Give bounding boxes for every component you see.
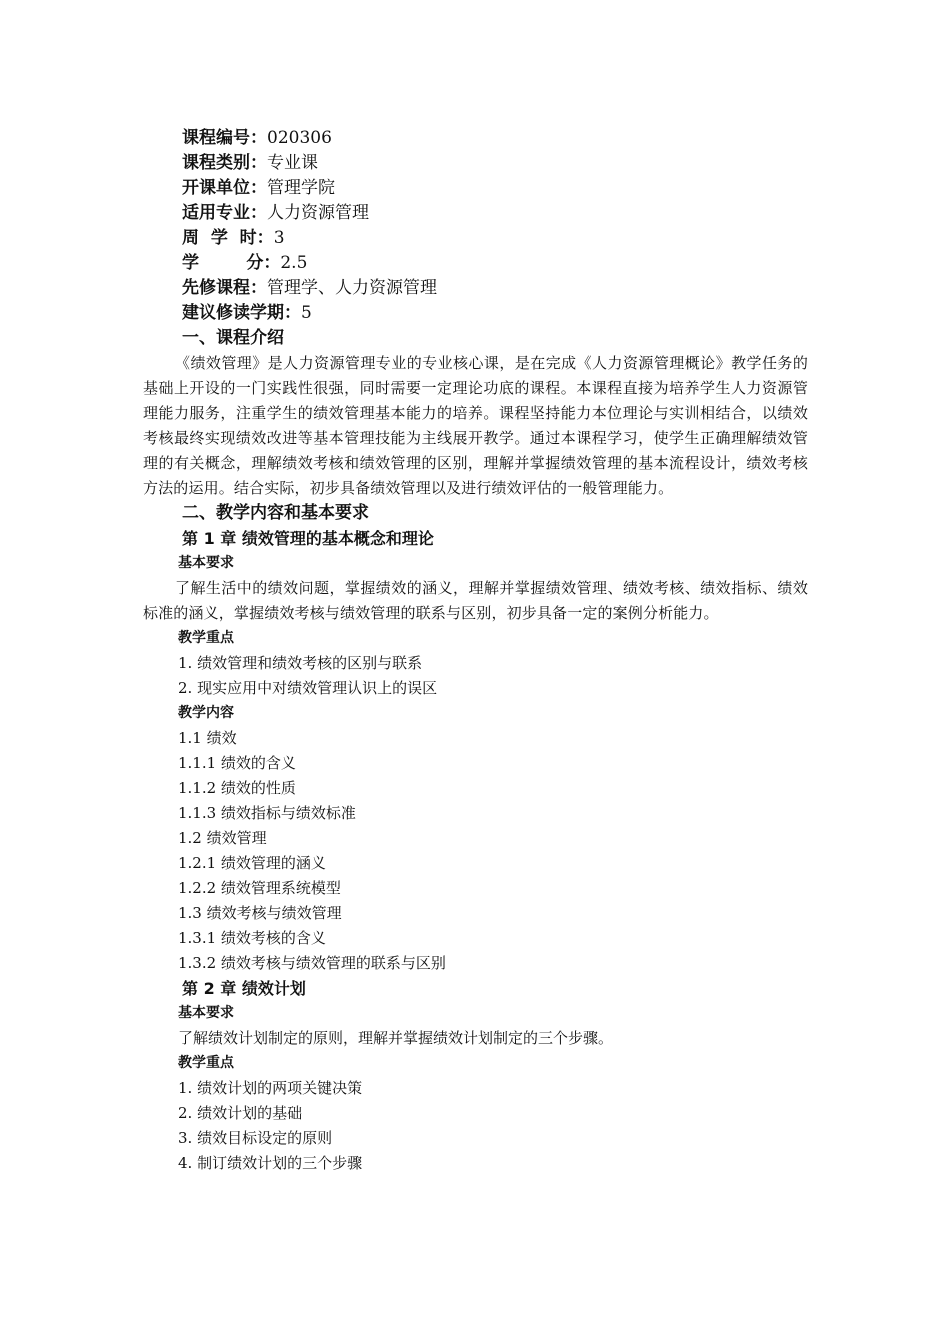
- list-item: 1.2.2 绩效管理系统模型: [178, 879, 341, 897]
- meta-major: 适用专业：人力资源管理: [182, 203, 369, 223]
- list-item: 1.1.1 绩效的含义: [178, 754, 296, 772]
- list-item: 2. 现实应用中对绩效管理认识上的误区: [178, 679, 438, 697]
- list-item: 1.3.2 绩效考核与绩效管理的联系与区别: [178, 954, 446, 972]
- list-item: 3. 绩效目标设定的原则: [178, 1129, 333, 1147]
- list-item: 1.2 绩效管理: [178, 829, 267, 847]
- document-body: [143, 326, 808, 1176]
- intro-paragraph: 《绩效管理》是人力资源管理专业的专业核心课，是在完成《人力资源管理概论》教学任务的基础上开设的一门实践性很强，同时需要一定理论功底的课程。本课程直接为培养学生人力资源管理能力服务，注重学生的绩效管理基本能力的培养。课程坚持能力本位理论与实训相结合，以绩效考核最终实现绩效改进等基本管理技能为主线展开教学。通过本课程学习，使学生正确理解绩效管理的有关概念，理解绩效考核和绩效管理的区别，理解并掌握绩效管理的基本流程设计，绩效考核方法的运用。结合实际，初步具备绩效管理以及进行绩效评估的一般管理能力。: [143, 354, 808, 497]
- ch2-focus-label: 教学重点: [178, 1055, 234, 1071]
- list-item: 1. 绩效管理和绩效考核的区别与联系: [178, 654, 423, 672]
- ch1-focus-label: 教学重点: [178, 630, 234, 646]
- list-item: 1. 绩效计划的两项关键决策: [178, 1079, 363, 1097]
- list-item: 4. 制订绩效计划的三个步骤: [178, 1154, 363, 1172]
- section2-heading: 二、教学内容和基本要求: [182, 503, 369, 523]
- list-item: 1.1.2 绩效的性质: [178, 779, 296, 797]
- ch2-requirements-text: 了解绩效计划制定的原则，理解并掌握绩效计划制定的三个步骤。: [178, 1029, 614, 1047]
- meta-course-type: 课程类别：专业课: [182, 153, 318, 173]
- meta-department: 开课单位：管理学院: [182, 178, 335, 198]
- list-item: 2. 绩效计划的基础: [178, 1104, 303, 1122]
- chapter1-title: 第 1 章 绩效管理的基本概念和理论: [182, 529, 434, 548]
- ch1-requirements-text: 了解生活中的绩效问题，掌握绩效的涵义，理解并掌握绩效管理、绩效考核、绩效指标、绩效标准的涵义，掌握绩效考核与绩效管理的联系与区别，初步具备一定的案例分析能力。: [143, 579, 808, 622]
- meta-credits: 学 分：2.5: [182, 253, 308, 273]
- list-item: 1.2.1 绩效管理的涵义: [178, 854, 326, 872]
- ch1-content-label: 教学内容: [178, 705, 234, 721]
- meta-prerequisites: 先修课程：管理学、人力资源管理: [182, 278, 437, 298]
- ch2-requirements-label: 基本要求: [178, 1005, 234, 1021]
- intro-heading: 一、课程介绍: [182, 328, 284, 348]
- meta-semester: 建议修读学期：5: [182, 303, 312, 323]
- course-meta: [182, 126, 437, 326]
- list-item: 1.1.3 绩效指标与绩效标准: [178, 804, 356, 822]
- list-item: 1.3 绩效考核与绩效管理: [178, 904, 342, 922]
- ch1-requirements-label: 基本要求: [178, 555, 234, 571]
- list-item: 1.3.1 绩效考核的含义: [178, 929, 326, 947]
- list-item: 1.1 绩效: [178, 729, 237, 747]
- meta-weekly-hours: 周 学 时：3: [182, 228, 285, 248]
- chapter2-title: 第 2 章 绩效计划: [182, 979, 306, 998]
- meta-course-code: 课程编号：020306: [182, 128, 332, 148]
